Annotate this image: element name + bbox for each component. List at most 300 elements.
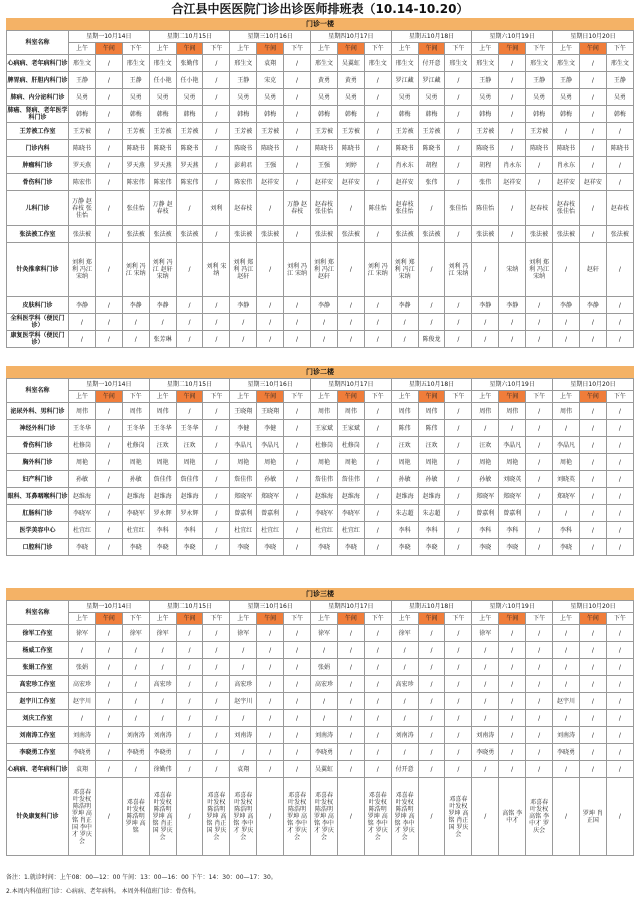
- doctor-cell: /: [445, 72, 472, 89]
- doctor-cell: /: [526, 157, 553, 174]
- table-row: [7, 437, 634, 454]
- dept-name: 肺癌、肾病、老年医学科门诊: [7, 107, 68, 121]
- doctor-cell: /: [337, 642, 364, 659]
- doctor-cell: 万静 赵春枝 张佳怡: [69, 191, 96, 226]
- doctor-cell: /: [311, 314, 338, 331]
- doctor-cell: 张芳琳: [149, 331, 176, 348]
- day-header: 星期四10月17日: [311, 601, 392, 613]
- shift-header: 下午: [526, 391, 553, 403]
- dept-name: 妇产科门诊: [7, 471, 69, 488]
- doctor-cell: 王芳被: [69, 123, 96, 140]
- table-row: [7, 659, 634, 676]
- table-row: [7, 72, 634, 89]
- doctor-cell: /: [284, 140, 311, 157]
- schedule-table: [6, 378, 634, 556]
- doctor-cell: 陈晓书: [337, 140, 364, 157]
- doctor-cell: /: [284, 761, 311, 778]
- doctor-cell: 邢生文: [553, 55, 580, 72]
- table-row: [7, 89, 634, 106]
- doctor-cell: /: [95, 174, 122, 191]
- doctor-cell: /: [526, 727, 553, 744]
- doctor-cell: 李晓: [472, 539, 499, 556]
- doctor-cell: 陈宏伟: [69, 174, 96, 191]
- doctor-cell: 刘利 冯江 宋纳: [284, 243, 311, 297]
- day-header: 星期二10月15日: [149, 601, 230, 613]
- doctor-cell: /: [445, 744, 472, 761]
- doctor-cell: /: [176, 191, 203, 226]
- doctor-cell: 邓喜春 叶发权 陈浩明 罗坤 高铭 肖正国 李中才 罗庆会: [69, 778, 96, 856]
- doctor-cell: 吴勇: [526, 89, 553, 106]
- doctor-cell: 汪欢: [418, 437, 445, 454]
- doctor-cell: /: [606, 243, 633, 297]
- shift-header: 上午: [311, 391, 338, 403]
- table-row: [7, 297, 634, 314]
- day-header: 星期六10月19日: [472, 601, 553, 613]
- doctor-cell: /: [364, 625, 391, 642]
- shift-header: 下午: [364, 613, 391, 625]
- doctor-cell: 邢生文: [526, 55, 553, 72]
- doctor-cell: 汪欢: [391, 437, 418, 454]
- doctor-cell: 李晓: [499, 539, 526, 556]
- doctor-cell: /: [337, 744, 364, 761]
- doctor-cell: /: [553, 778, 580, 856]
- floor-title: 门诊一楼: [6, 18, 634, 30]
- doctor-cell: /: [203, 89, 230, 106]
- shift-header: 下午: [122, 391, 149, 403]
- doctor-cell: /: [95, 659, 122, 676]
- doctor-cell: /: [337, 243, 364, 297]
- doctor-cell: /: [337, 761, 364, 778]
- doctor-cell: 徐勤伟: [149, 761, 176, 778]
- doctor-cell: 郑晓军: [472, 488, 499, 505]
- dept-column-header: 科室名称: [7, 31, 69, 55]
- day-header: 星期五10月18日: [391, 31, 472, 43]
- doctor-cell: /: [337, 191, 364, 226]
- doctor-cell: /: [95, 191, 122, 226]
- schedule-table: [6, 30, 634, 348]
- schedule-note-duty: 2.本周内科值班门诊：心病病、老年病科。 本周外科值班门诊：骨伤科。: [6, 888, 200, 895]
- shift-header: 上午: [472, 613, 499, 625]
- doctor-cell: 陈俊龙: [418, 331, 445, 348]
- doctor-cell: /: [337, 297, 364, 314]
- doctor-cell: /: [69, 642, 96, 659]
- doctor-cell: 刘利 宋纳: [203, 243, 230, 297]
- doctor-cell: /: [364, 140, 391, 157]
- table-row: [7, 226, 634, 243]
- doctor-cell: 李晓: [553, 539, 580, 556]
- doctor-cell: /: [257, 642, 284, 659]
- doctor-cell: 周伟: [499, 403, 526, 420]
- doctor-cell: /: [499, 625, 526, 642]
- doctor-cell: /: [445, 106, 472, 123]
- doctor-cell: /: [257, 778, 284, 856]
- doctor-cell: 陈晓书: [311, 140, 338, 157]
- shift-header-noon: 午间: [95, 43, 122, 55]
- doctor-cell: 赵春枝 张佳怡: [553, 191, 580, 226]
- doctor-cell: /: [257, 710, 284, 727]
- doctor-cell: /: [95, 727, 122, 744]
- doctor-cell: /: [95, 437, 122, 454]
- doctor-cell: /: [364, 106, 391, 123]
- dept-name: 徐军工作室: [7, 625, 69, 642]
- doctor-cell: /: [579, 157, 606, 174]
- doctor-cell: /: [284, 89, 311, 106]
- doctor-cell: /: [149, 642, 176, 659]
- doctor-cell: /: [445, 505, 472, 522]
- shift-header: 上午: [230, 43, 257, 55]
- doctor-cell: 朱志超: [391, 505, 418, 522]
- doctor-cell: 邢生文: [606, 55, 633, 72]
- shift-header: 上午: [230, 613, 257, 625]
- doctor-cell: /: [230, 744, 257, 761]
- table-row: [7, 454, 634, 471]
- doctor-cell: 徐军: [122, 625, 149, 642]
- doctor-cell: /: [445, 522, 472, 539]
- doctor-cell: 张佳怡: [122, 191, 149, 226]
- doctor-cell: /: [606, 642, 633, 659]
- shift-header: 上午: [311, 43, 338, 55]
- doctor-cell: 周艳: [553, 454, 580, 471]
- doctor-cell: /: [499, 123, 526, 140]
- doctor-cell: /: [606, 659, 633, 676]
- doctor-cell: 韩梅: [176, 106, 203, 123]
- doctor-cell: /: [553, 420, 580, 437]
- doctor-cell: /: [203, 454, 230, 471]
- dept-name: 肛肠科门诊: [7, 505, 69, 522]
- shift-header-row: [7, 613, 634, 625]
- day-header: 星期五10月18日: [391, 601, 472, 613]
- doctor-cell: 刘南涛: [122, 727, 149, 744]
- day-header-row: [7, 379, 634, 391]
- doctor-cell: 王冬华: [176, 420, 203, 437]
- table-row: [7, 191, 634, 226]
- doctor-cell: /: [579, 123, 606, 140]
- table-row: [7, 55, 634, 72]
- doctor-cell: /: [257, 676, 284, 693]
- dept-name: 赵宇川工作室: [7, 693, 69, 710]
- doctor-cell: /: [526, 331, 553, 348]
- doctor-cell: /: [203, 437, 230, 454]
- doctor-cell: 高宏珍: [69, 676, 96, 693]
- doctor-cell: 韩梅: [311, 106, 338, 123]
- day-header: 星期二10月15日: [149, 31, 230, 43]
- doctor-cell: /: [176, 693, 203, 710]
- doctor-cell: /: [445, 140, 472, 157]
- doctor-cell: /: [149, 314, 176, 331]
- doctor-cell: /: [553, 123, 580, 140]
- doctor-cell: /: [579, 625, 606, 642]
- doctor-cell: 高宏珍: [230, 676, 257, 693]
- table-row: [7, 140, 634, 157]
- doctor-cell: 邢生文: [69, 55, 96, 72]
- doctor-cell: /: [122, 710, 149, 727]
- shift-header: 下午: [284, 43, 311, 55]
- doctor-cell: /: [472, 243, 499, 297]
- doctor-cell: /: [284, 403, 311, 420]
- doctor-cell: 邢生文: [230, 55, 257, 72]
- doctor-cell: /: [579, 727, 606, 744]
- doctor-cell: 赵轩: [579, 243, 606, 297]
- doctor-cell: 王芳被: [149, 123, 176, 140]
- doctor-cell: 赵宇川: [553, 693, 580, 710]
- dept-name: 刘庆工作室: [7, 710, 69, 727]
- doctor-cell: /: [606, 157, 633, 174]
- shift-header: 下午: [122, 613, 149, 625]
- doctor-cell: /: [284, 693, 311, 710]
- doctor-cell: /: [257, 243, 284, 297]
- day-header: 星期六10月19日: [472, 31, 553, 43]
- doctor-cell: 孙敏: [257, 471, 284, 488]
- doctor-cell: 王芳被: [526, 123, 553, 140]
- doctor-cell: 任小艳: [176, 72, 203, 89]
- doctor-cell: /: [230, 659, 257, 676]
- doctor-cell: /: [203, 55, 230, 72]
- doctor-cell: 刘晓英: [499, 471, 526, 488]
- doctor-cell: 王冬华: [149, 420, 176, 437]
- doctor-cell: 陈晓书: [472, 140, 499, 157]
- doctor-cell: /: [284, 505, 311, 522]
- doctor-cell: 周艳: [418, 454, 445, 471]
- doctor-cell: 詹佳伟: [176, 471, 203, 488]
- dept-name: 胸外科门诊: [7, 454, 69, 471]
- shift-header-noon: 午间: [579, 43, 606, 55]
- doctor-cell: 周艳: [230, 454, 257, 471]
- doctor-cell: 赵维海: [176, 488, 203, 505]
- doctor-cell: 邓喜春 叶发权 陈浩明 罗坤 高铭 李中才 罗庆会: [311, 778, 338, 856]
- doctor-cell: /: [284, 522, 311, 539]
- doctor-cell: 韩梅: [472, 106, 499, 123]
- doctor-cell: 周伟: [553, 403, 580, 420]
- doctor-cell: 吴勇: [472, 89, 499, 106]
- doctor-cell: 吴勇: [122, 89, 149, 106]
- doctor-cell: /: [418, 744, 445, 761]
- doctor-cell: 陈宏伟: [230, 174, 257, 191]
- doctor-cell: /: [579, 744, 606, 761]
- doctor-cell: 李晓勇: [69, 744, 96, 761]
- shift-header: 下午: [284, 613, 311, 625]
- doctor-cell: /: [122, 642, 149, 659]
- doctor-cell: /: [445, 471, 472, 488]
- doctor-cell: 赵祥安: [499, 174, 526, 191]
- doctor-cell: 李科: [499, 522, 526, 539]
- doctor-cell: 张法被: [418, 226, 445, 243]
- doctor-cell: /: [149, 659, 176, 676]
- doctor-cell: 李健: [230, 420, 257, 437]
- doctor-cell: /: [579, 539, 606, 556]
- dept-name: 眼科、耳鼻咽喉科门诊: [7, 488, 69, 505]
- doctor-cell: /: [418, 676, 445, 693]
- shift-header: 下午: [203, 613, 230, 625]
- doctor-cell: /: [553, 625, 580, 642]
- doctor-cell: 赵春枝: [526, 191, 553, 226]
- floor-title: 门诊二楼: [6, 366, 634, 378]
- doctor-cell: /: [284, 72, 311, 89]
- doctor-cell: 杜宜红: [230, 522, 257, 539]
- doctor-cell: /: [391, 710, 418, 727]
- doctor-cell: /: [311, 642, 338, 659]
- doctor-cell: 陈晓书: [122, 140, 149, 157]
- doctor-cell: /: [499, 676, 526, 693]
- shift-header: 下午: [364, 43, 391, 55]
- doctor-cell: /: [364, 505, 391, 522]
- doctor-cell: /: [579, 710, 606, 727]
- doctor-cell: /: [553, 659, 580, 676]
- doctor-cell: /: [364, 454, 391, 471]
- floor-section-3: [6, 588, 634, 856]
- doctor-cell: /: [95, 140, 122, 157]
- shift-header-noon: 午间: [418, 613, 445, 625]
- shift-header: 上午: [69, 613, 96, 625]
- doctor-cell: /: [95, 403, 122, 420]
- doctor-cell: 吴勇: [69, 89, 96, 106]
- doctor-cell: 李静: [499, 297, 526, 314]
- shift-header: 上午: [149, 613, 176, 625]
- doctor-cell: 赵宇川: [230, 693, 257, 710]
- doctor-cell: 孙敏: [69, 471, 96, 488]
- doctor-cell: /: [95, 314, 122, 331]
- doctor-cell: /: [95, 761, 122, 778]
- doctor-cell: /: [95, 243, 122, 297]
- doctor-cell: /: [95, 226, 122, 243]
- doctor-cell: /: [418, 778, 445, 856]
- doctor-cell: 李晓: [311, 539, 338, 556]
- doctor-cell: 张佳怡: [445, 191, 472, 226]
- doctor-cell: 陈宏伟: [149, 174, 176, 191]
- shift-header: 上午: [69, 43, 96, 55]
- doctor-cell: 郑晓军: [257, 488, 284, 505]
- doctor-cell: 邓喜春 叶发权 高铭 李中才 罗庆会: [526, 778, 553, 856]
- doctor-cell: /: [579, 331, 606, 348]
- table-row: [7, 676, 634, 693]
- doctor-cell: 周艳: [391, 454, 418, 471]
- doctor-cell: 杜修岗: [122, 437, 149, 454]
- doctor-cell: /: [284, 437, 311, 454]
- doctor-cell: 赵祥安: [579, 174, 606, 191]
- doctor-cell: /: [606, 471, 633, 488]
- floor-section-1: [6, 18, 634, 348]
- shift-header: 上午: [149, 43, 176, 55]
- doctor-cell: /: [606, 297, 633, 314]
- doctor-cell: /: [364, 471, 391, 488]
- dept-name: 皮肤科门诊: [7, 297, 69, 314]
- doctor-cell: 邢生文: [149, 55, 176, 72]
- doctor-cell: 陈宏伟: [176, 174, 203, 191]
- doctor-cell: /: [364, 727, 391, 744]
- day-header: 星期一10月14日: [69, 601, 150, 613]
- doctor-cell: /: [95, 693, 122, 710]
- doctor-cell: 吴勇: [311, 89, 338, 106]
- doctor-cell: /: [337, 693, 364, 710]
- shift-header-noon: 午间: [176, 613, 203, 625]
- doctor-cell: /: [284, 420, 311, 437]
- doctor-cell: /: [418, 710, 445, 727]
- shift-header-noon: 午间: [176, 391, 203, 403]
- doctor-cell: /: [337, 331, 364, 348]
- doctor-cell: /: [472, 761, 499, 778]
- doctor-cell: 吴勇: [418, 89, 445, 106]
- doctor-cell: 张法被: [606, 226, 633, 243]
- doctor-cell: /: [122, 659, 149, 676]
- doctor-cell: 陈佳怡: [472, 191, 499, 226]
- doctor-cell: /: [579, 454, 606, 471]
- doctor-cell: /: [499, 710, 526, 727]
- doctor-cell: 黄勇: [337, 72, 364, 89]
- shift-header: 下午: [284, 391, 311, 403]
- table-row: [7, 174, 634, 191]
- doctor-cell: 李晓军: [337, 505, 364, 522]
- doctor-cell: /: [499, 761, 526, 778]
- doctor-cell: /: [203, 676, 230, 693]
- doctor-cell: /: [176, 659, 203, 676]
- doctor-cell: /: [499, 314, 526, 331]
- doctor-cell: 李科: [149, 522, 176, 539]
- doctor-cell: /: [526, 437, 553, 454]
- doctor-cell: /: [149, 693, 176, 710]
- doctor-cell: /: [284, 157, 311, 174]
- doctor-cell: /: [472, 331, 499, 348]
- doctor-cell: 张伟: [418, 174, 445, 191]
- doctor-cell: 付开意: [418, 55, 445, 72]
- doctor-cell: /: [445, 123, 472, 140]
- doctor-cell: /: [176, 331, 203, 348]
- doctor-cell: /: [418, 243, 445, 297]
- doctor-cell: /: [606, 625, 633, 642]
- doctor-cell: /: [445, 539, 472, 556]
- doctor-cell: 韩梅: [526, 106, 553, 123]
- doctor-cell: 袁翔: [257, 55, 284, 72]
- doctor-cell: /: [418, 625, 445, 642]
- doctor-cell: /: [499, 744, 526, 761]
- doctor-cell: /: [203, 123, 230, 140]
- doctor-cell: 刘南涛: [553, 727, 580, 744]
- table-row: [7, 522, 634, 539]
- day-header: 星期四10月17日: [311, 31, 392, 43]
- doctor-cell: /: [445, 331, 472, 348]
- doctor-cell: 赵祥安: [311, 174, 338, 191]
- doctor-cell: /: [606, 744, 633, 761]
- doctor-cell: /: [472, 693, 499, 710]
- doctor-cell: 周伟: [391, 403, 418, 420]
- doctor-cell: 邓喜春 叶发权 陈浩明 罗坤 高铭 李中才 罗庆会: [284, 778, 311, 856]
- doctor-cell: 周艳: [176, 454, 203, 471]
- doctor-cell: 王静: [472, 72, 499, 89]
- doctor-cell: 罗天燕: [176, 157, 203, 174]
- doctor-cell: /: [606, 505, 633, 522]
- doctor-cell: 刘利 冯江 宋纳: [364, 243, 391, 297]
- doctor-cell: 韩梅: [149, 106, 176, 123]
- doctor-cell: /: [606, 539, 633, 556]
- doctor-cell: 陈晓书: [69, 140, 96, 157]
- doctor-cell: 杜修岗: [69, 437, 96, 454]
- doctor-cell: /: [499, 659, 526, 676]
- doctor-cell: 李晓军: [122, 505, 149, 522]
- doctor-cell: 李静: [553, 297, 580, 314]
- doctor-cell: /: [311, 331, 338, 348]
- doctor-cell: 周艳: [149, 454, 176, 471]
- doctor-cell: 宋克: [257, 72, 284, 89]
- doctor-cell: /: [203, 314, 230, 331]
- doctor-cell: 罗天燕: [122, 157, 149, 174]
- dept-name: 全科医学科（便民门诊）: [7, 314, 69, 331]
- shift-header: 下午: [526, 43, 553, 55]
- doctor-cell: 王冬华: [122, 420, 149, 437]
- doctor-cell: 肖永东: [391, 157, 418, 174]
- doctor-cell: /: [445, 642, 472, 659]
- doctor-cell: 袁翔: [69, 761, 96, 778]
- doctor-cell: /: [176, 403, 203, 420]
- day-header: 星期五10月18日: [391, 379, 472, 391]
- table-row: [7, 420, 634, 437]
